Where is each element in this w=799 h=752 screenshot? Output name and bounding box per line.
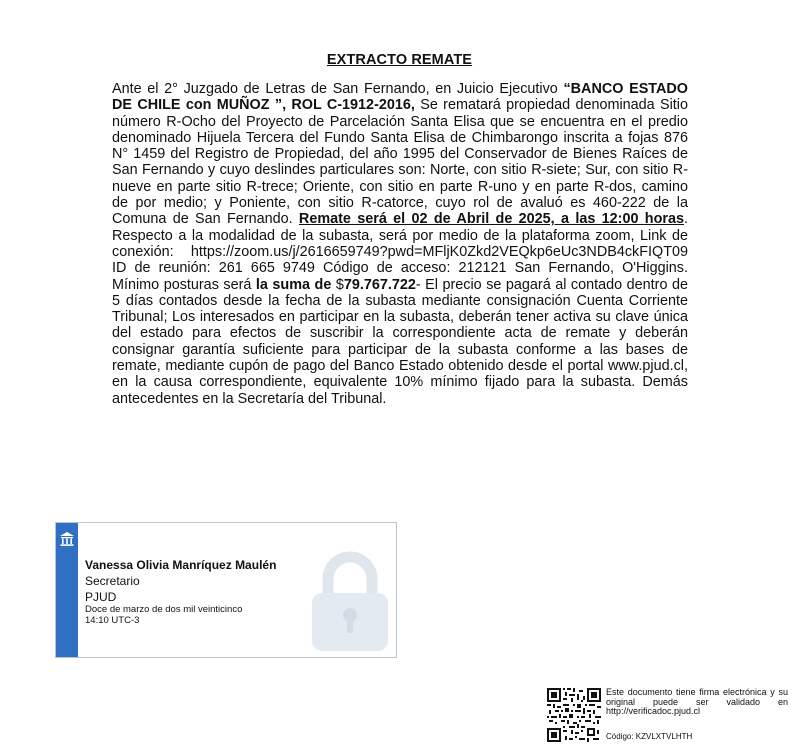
signer-organization: PJUD [85, 590, 117, 604]
verification-notice: Este documento tiene firma electrónica y su original puede ser validado en http://verificadoc.pjud.cl [606, 687, 788, 717]
auction-date: Remate será el 02 de Abril de 2025, a las 12:00 horas [298, 211, 684, 228]
minimum-bid-amount: 79.767.722 [343, 276, 416, 293]
courthouse-icon [59, 531, 75, 547]
currency-sign: $ [331, 276, 344, 293]
document-title: EXTRACTO REMATE [326, 52, 473, 68]
signature-time: 14:10 UTC-3 [85, 614, 140, 626]
document-body [112, 81, 688, 407]
minimum-bid-label: la suma de [255, 276, 332, 293]
signature-date: Doce de marzo de dos mil veinticinco [85, 604, 243, 615]
body-intro: Ante el 2° Juzgado de Letras de San Fernando, en Juicio Ejecutivo [112, 81, 564, 97]
auction-modality: . Respecto a la modalidad de la subasta, será por medio de la plataforma zoom, Link de conexión: https://zoom.us/j/2616659749?pwd=MFljK0Zkd2VEQkp6eUc3NDB4ckFIQT09 ID de reunión: 261 665 9749 Código de acceso: 212121 San Fernando, O'Higgins. Mínimo posturas será [112, 211, 688, 293]
signature-accent-bar [56, 523, 78, 657]
verification-code: Código: KZVLXTVLHTH [606, 732, 693, 741]
qr-code-icon [547, 688, 601, 742]
payment-terms: - El precio se pagará al contado dentro de 5 días contados desde la fecha de la subasta mediante consignación Cuenta Corriente Tribunal; Los interesados en participar en la subasta, deberán tener activa su clave única del estado para efectos de suscribir la correspondiente acta de remate y deberán consignar garantía suficiente para participar de la subasta conforme a las bases de remate, mediante cupón de pago del Banco Estado obtenido desde el portal www.pjud.cl, en la causa correspondiente, equivalente 10% mínimo fijado para la subasta. Demás antecedentes en la Secretaría del Tribunal. [112, 276, 688, 407]
property-description: Se rematará propiedad denominada Sitio número R-Ocho del Proyecto de Parcelación Santa Elisa que se encuentra en el predio denominado Hijuela Tercera del Fundo Santa Elisa de Chimbarongo inscrita a fojas 876 N° 1459 del Registro de Propiedad, del año 1995 del Conservador de Bienes Raíces de San Fernando y cuyo deslindes particulares son: Norte, con sitio R-siete; Sur, con sitio R-nueve en parte sitio R-trece; Oriente, con sitio en parte R-uno y en parte R-dos, camino de por medio; y Poniente, con sitio R-catorce, cuyo rol de avaluó es 460-222 de la Comuna de San Fernando. [112, 97, 688, 228]
signer-role: Secretario [85, 574, 140, 588]
padlock-watermark-icon [300, 545, 397, 655]
electronic-signature-box [55, 522, 397, 658]
signature-timestamp [85, 605, 242, 626]
signer-name: Vanessa Olivia Manríquez Maulén [85, 558, 277, 572]
case-name: “BANCO ESTADO DE CHILE con MUÑOZ ”, ROL C-1912-2016, [112, 81, 688, 114]
